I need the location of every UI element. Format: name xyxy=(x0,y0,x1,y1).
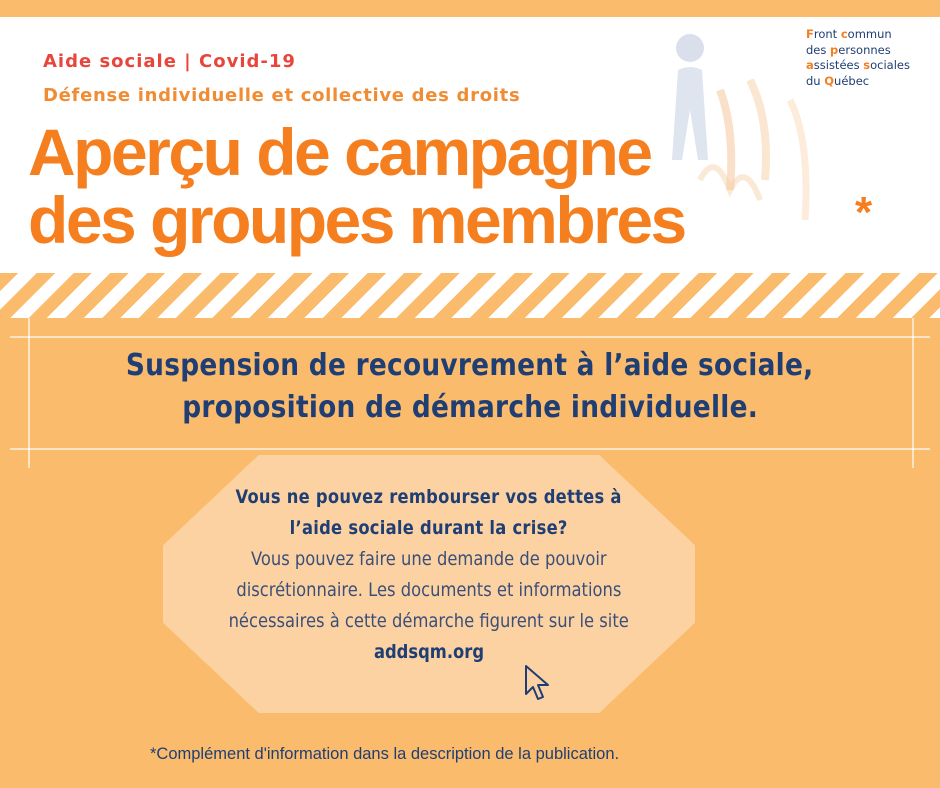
logo-text: a xyxy=(806,58,814,72)
logo-text: uébec xyxy=(834,73,870,88)
title-line-2: des groupes membres xyxy=(28,183,685,257)
top-band xyxy=(0,0,940,17)
logo-text: du xyxy=(806,73,825,88)
callout-question-line-2: l’aide sociale durant la crise? xyxy=(289,517,569,539)
logo-text: ommun xyxy=(847,27,892,41)
frame-line-top xyxy=(10,336,930,338)
callout-question-line-1: Vous ne pouvez rembourser vos dettes à xyxy=(235,486,623,508)
logo-text: ront xyxy=(813,27,841,41)
callout-body-line-1: Vous pouvez faire une demande de pouvoir xyxy=(251,548,607,570)
logo-text: s xyxy=(863,58,871,72)
logo-text: F xyxy=(806,27,814,41)
footnote: *Complément d'information dans la description de la publication. xyxy=(150,745,620,763)
pointer-cursor-icon xyxy=(522,662,552,702)
logo-line xyxy=(806,58,910,74)
logo-text: Q xyxy=(824,73,835,88)
logo-line xyxy=(806,74,910,90)
page-title xyxy=(28,115,685,257)
logo-text: ersonnes xyxy=(838,42,891,57)
frame-line-bottom xyxy=(10,448,930,450)
logo-text: ssistées xyxy=(813,58,864,72)
logo-line xyxy=(806,27,910,43)
callout-body-line-2: discrétionnaire. Les documents et informations xyxy=(236,579,622,601)
callout-body-line-3: nécessaires à cette démarche figurent sur le site xyxy=(228,610,630,632)
info-callout-text xyxy=(163,482,695,668)
striped-divider xyxy=(0,273,940,318)
subtitle-line-1: Suspension de recouvrement à l’aide sociale, xyxy=(126,348,814,383)
logo-line xyxy=(806,43,910,59)
title-line-1: Aperçu de campagne xyxy=(28,115,651,189)
logo-text: des xyxy=(806,42,831,57)
website-link[interactable]: addsqm.org xyxy=(373,641,485,663)
subtitle-line-2: proposition de démarche individuelle. xyxy=(182,390,758,425)
logo-text: c xyxy=(840,27,848,41)
mission-kicker: Défense individuelle et collective des droits xyxy=(43,85,521,106)
logo-text: p xyxy=(830,42,839,57)
logo-text: ociales xyxy=(870,58,910,72)
organization-logo xyxy=(806,27,910,89)
campaign-subtitle xyxy=(0,345,940,429)
title-asterisk: * xyxy=(855,188,873,237)
topic-kicker: Aide sociale | Covid-19 xyxy=(43,51,296,72)
